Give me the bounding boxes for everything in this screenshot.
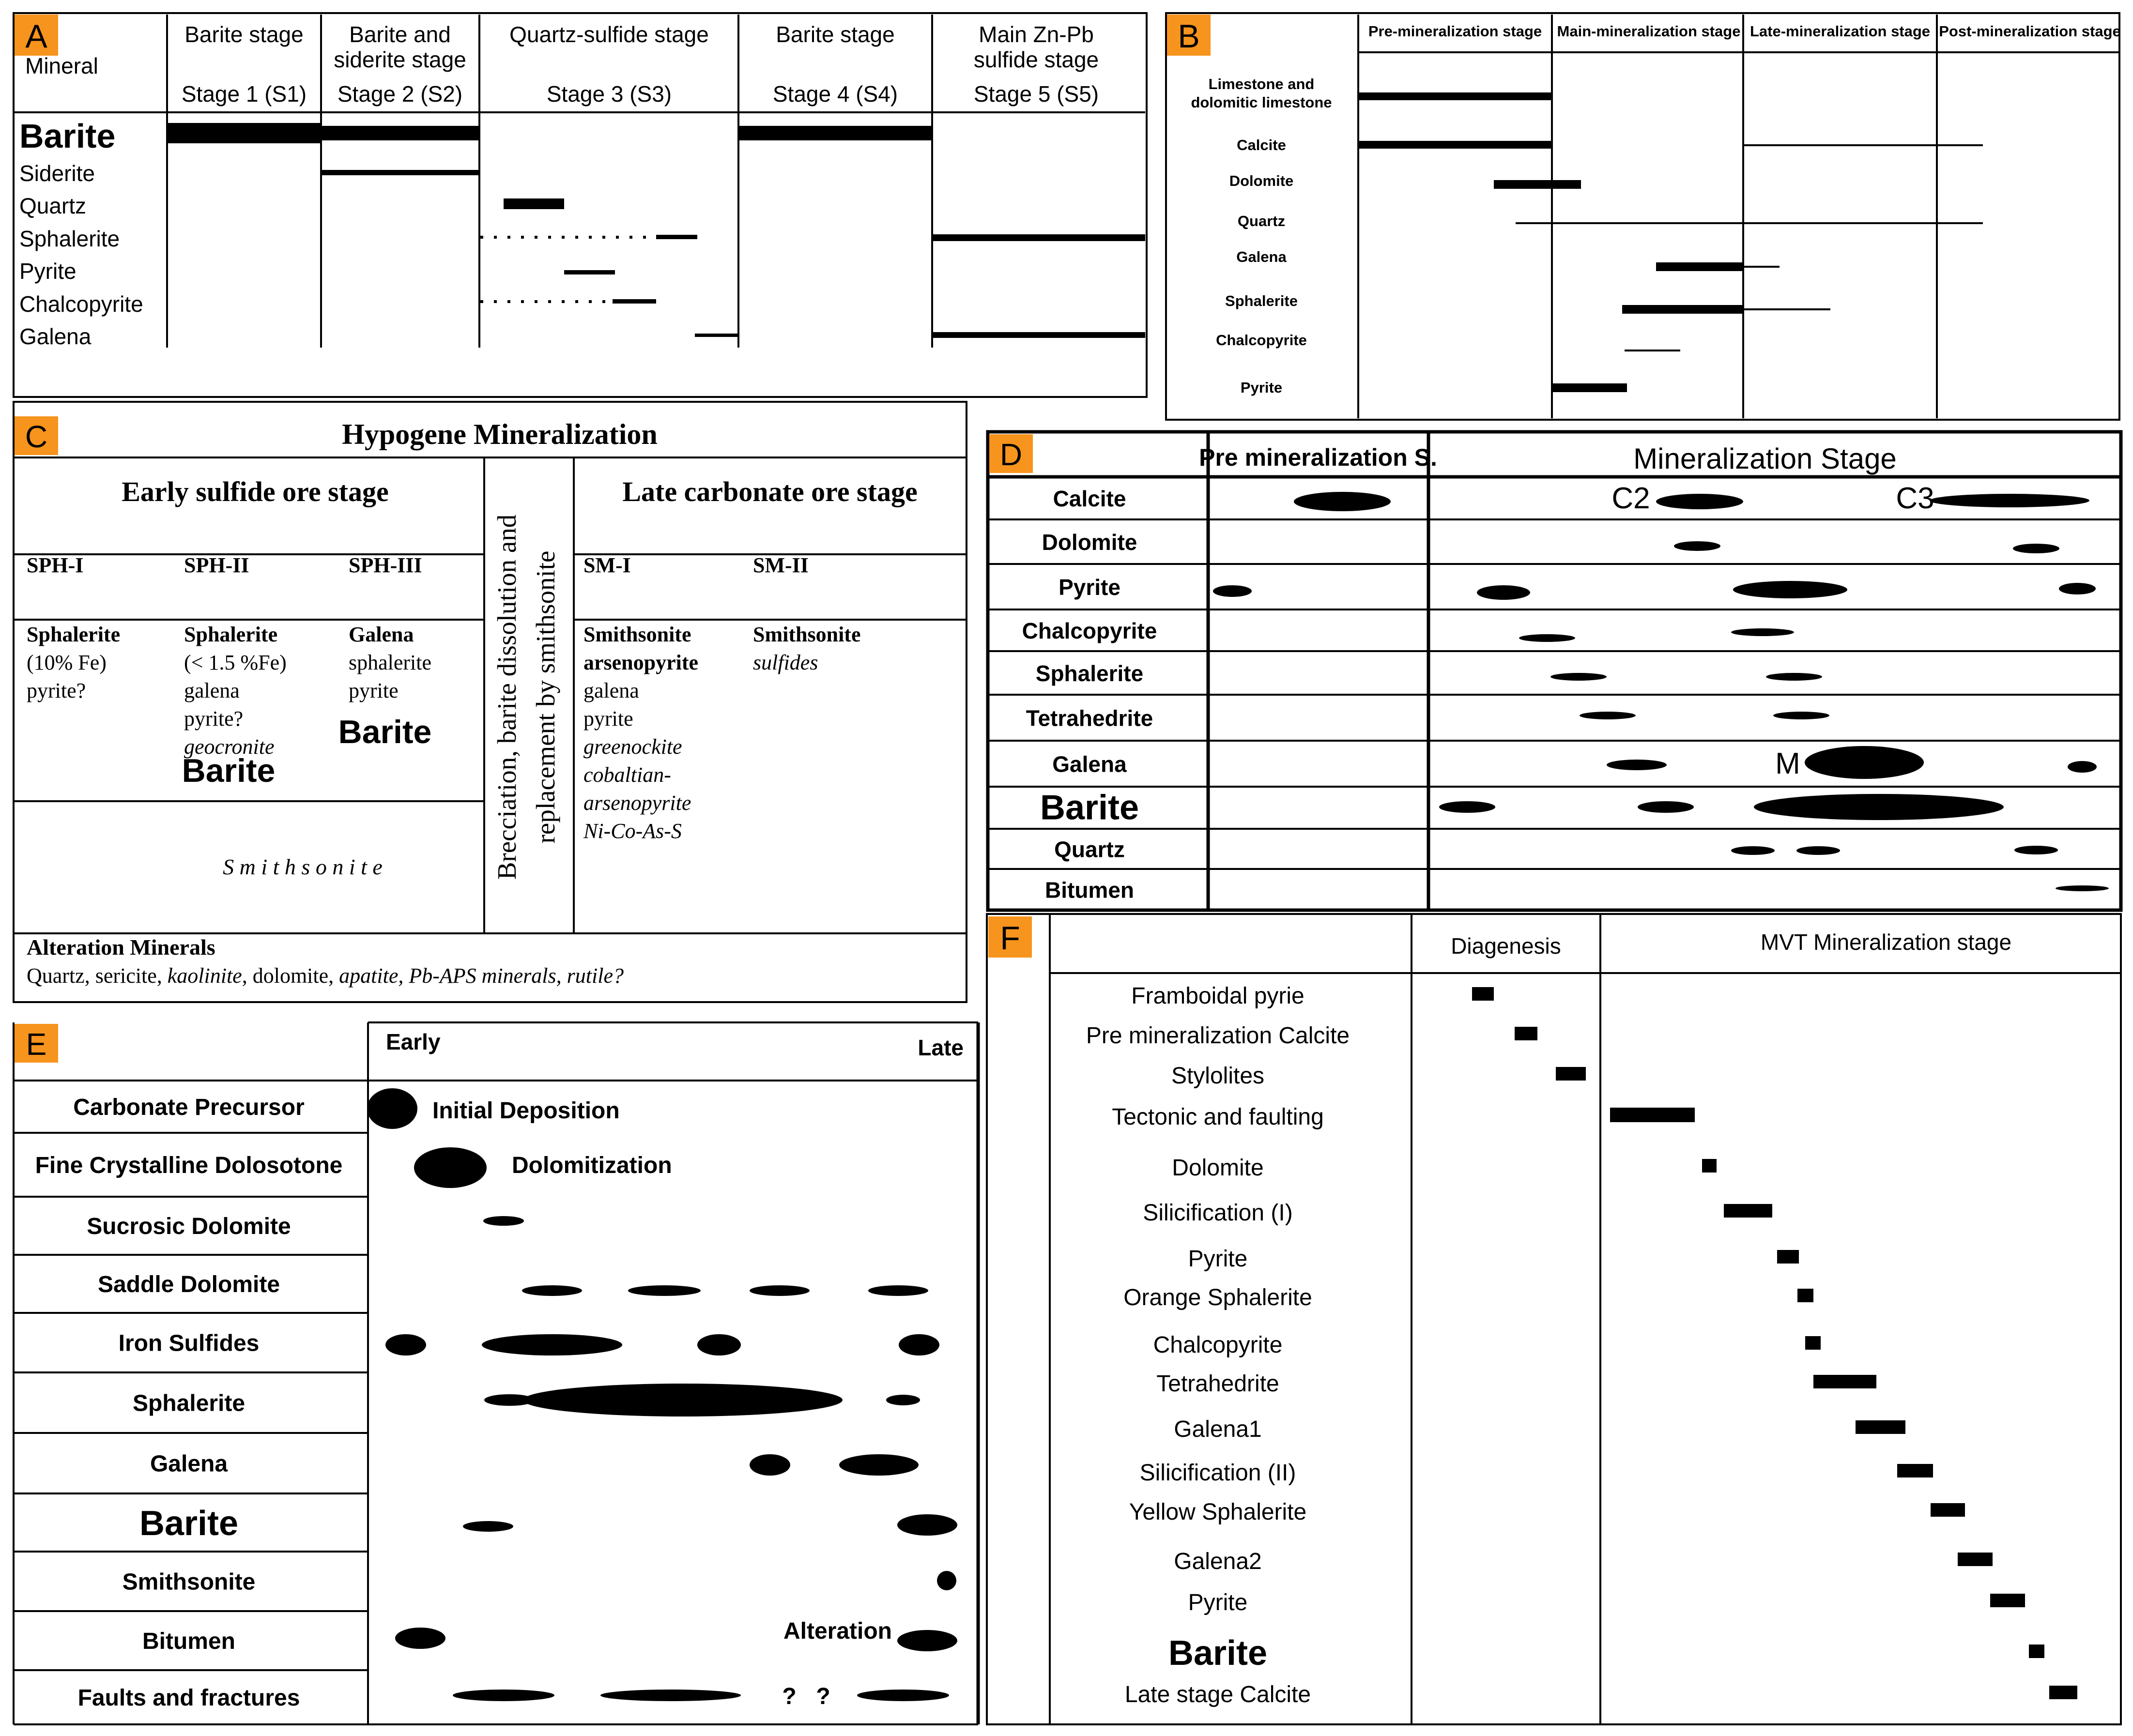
panel-d-range-quartz (1796, 846, 1840, 855)
panel-c-alteration-title: Alteration Minerals (27, 935, 215, 959)
panel-a (14, 13, 1147, 397)
panel-b-frame (1166, 13, 2119, 420)
panel-e-row-label: Galena (150, 1451, 228, 1477)
panel-c-sm1-item: galena (583, 679, 639, 702)
panel-f-bar-galena2 (1958, 1553, 1993, 1566)
panel-c-substage: SM-II (753, 553, 809, 577)
panel-a-bar-galena-s5 (932, 332, 1145, 338)
panel-e-initial-deposition: Initial Deposition (432, 1098, 620, 1124)
panel-e-dolomitization: Dolomitization (512, 1153, 672, 1178)
panel-c-sph3-item: pyrite (349, 679, 399, 702)
panel-f-bar-tetrahedrite (1813, 1375, 1876, 1388)
panel-d-range-pyrite (1733, 581, 1847, 598)
panel-f (987, 914, 2121, 1724)
panel-b-stage-label: Pre-mineralization stage (1368, 23, 1542, 40)
panel-e-letter: E (26, 1027, 47, 1062)
panel-e-row-label: Bitumen (142, 1629, 235, 1654)
panel-e (14, 1022, 978, 1724)
panel-b-bar-calcite-pre (1358, 141, 1552, 149)
panel-a-mineral-label: Siderite (19, 161, 95, 186)
panel-d-range-tetrahedrite (1773, 712, 1829, 719)
panel-f-bar-silicification-i- (1724, 1204, 1772, 1218)
panel-a-letter: A (25, 18, 47, 55)
panel-c-alteration-item: kaolinite (167, 964, 242, 988)
panel-c-sph1-item: pyrite? (27, 679, 86, 702)
panel-c-vertical-text: Brecciation, barite dissolution and (492, 514, 522, 880)
panel-a-stage-number: Stage 3 (S3) (546, 81, 672, 107)
panel-f-diagenesis: Diagenesis (1451, 933, 1561, 959)
panel-d-header-main: Mineralization Stage (1633, 442, 1897, 475)
panel-d-mineral-label: Sphalerite (1035, 661, 1144, 686)
panel-e-row-label: Iron Sulfides (118, 1330, 260, 1356)
panel-a-mineral-label: Chalcopyrite (19, 291, 143, 317)
panel-c-sph3-barite: Barite (338, 714, 432, 750)
panel-d-range-dolomite (1674, 541, 1720, 551)
panel-c-alteration-item: , dolomite, (242, 964, 339, 988)
panel-d-label-c3: C3 (1896, 482, 1934, 515)
panel-a-stage-name: Quartz-sulfide stage (509, 22, 709, 47)
panel-e-range-galena (750, 1454, 790, 1476)
panel-f-row-label: Pyrite (1188, 1590, 1248, 1615)
panel-a-bar-quartz (504, 198, 564, 209)
panel-a-bar-barite-s2 (321, 126, 479, 140)
panel-f-bar-pre-mineralization-calcite (1515, 1027, 1537, 1040)
panel-e-range-bitumen (897, 1630, 957, 1651)
panel-a-stage-name: Barite and (349, 22, 451, 47)
panel-e-range-barite (897, 1514, 957, 1536)
panel-d-range-quartz (2014, 846, 2058, 854)
panel-d-range-chalcopyrite (1519, 634, 1575, 642)
panel-a-bar-barite-s1 (167, 123, 321, 143)
panel-a-stage-number: Stage 4 (S4) (772, 81, 898, 107)
panel-f-row-label: Barite (1168, 1634, 1268, 1673)
panel-a-mineral-label: Galena (19, 324, 92, 349)
panel-f-row-label: Galena2 (1174, 1549, 1262, 1574)
panel-c-sph2-item: Sphalerite (184, 623, 278, 646)
panel-d-range-pyrite (1477, 585, 1530, 600)
panel-d-range-calcite (1656, 494, 1743, 509)
panel-c-substage: SPH-II (184, 553, 249, 577)
panel-c-sph2-item: geocronite (184, 735, 275, 759)
panel-d-range-bitumen (2056, 885, 2109, 891)
panel-b-mineral-label: Calcite (1237, 137, 1286, 153)
panel-d-label-c2: C2 (1611, 482, 1650, 515)
panel-a-stage-name: sulfide stage (973, 47, 1099, 72)
panel-f-bar-late-stage-calcite (2049, 1686, 2077, 1699)
panel-a-stage-name: Main Zn-Pb (979, 22, 1094, 47)
panel-d-mineral-label: Bitumen (1045, 877, 1134, 903)
panel-f-row-label: Yellow Sphalerite (1129, 1499, 1307, 1525)
panel-b-mineral-label: Chalcopyrite (1216, 332, 1307, 349)
panel-b-stage-label: Main-mineralization stage (1557, 23, 1741, 40)
panel-e-range-saddle-dolomite (628, 1285, 701, 1296)
panel-c-alteration-item: Quartz, sericite, (27, 964, 168, 988)
panel-f-row-label: Tectonic and faulting (1112, 1104, 1324, 1130)
panel-d-range-pyrite (1213, 585, 1252, 597)
panel-a-bar-sphalerite-s5 (932, 234, 1145, 241)
panel-c-sm1-item: pyrite (583, 707, 633, 731)
panel-f-mvt: MVT Mineralization stage (1760, 929, 2012, 955)
panel-b-stage-label: Post-mineralization stage (1939, 23, 2121, 40)
panel-d-mineral-label: Pyrite (1059, 575, 1120, 600)
panel-d-range-galena (1805, 746, 1924, 779)
panel-a-bar-galena-s3 (695, 334, 738, 337)
panel-a-bar-siderite (321, 170, 479, 175)
panel-e-question-mark: ? (782, 1684, 797, 1709)
panel-e-early: Early (386, 1029, 441, 1054)
panel-f-row-label: Dolomite (1172, 1155, 1264, 1181)
panel-e-range-iron-sulfides (899, 1334, 939, 1355)
panel-f-row-label: Pre mineralization Calcite (1086, 1023, 1350, 1049)
panel-b-mineral-label: Galena (1236, 248, 1287, 265)
panel-e-range-iron-sulfides (385, 1334, 426, 1355)
panel-a-stage-name: Barite stage (776, 22, 895, 47)
panel-c-letter: C (25, 419, 48, 454)
panel-e-range-smithsonite (937, 1571, 956, 1590)
panel-d-range-calcite (1930, 494, 2089, 507)
panel-c-late-stage: Late carbonate ore stage (622, 476, 918, 507)
panel-b-mineral-label: Quartz (1237, 213, 1286, 229)
panel-c-sph2-barite: Barite (182, 752, 276, 789)
panel-d-range-pyrite (2059, 583, 2096, 594)
panel-f-row-label: Orange Sphalerite (1123, 1285, 1312, 1310)
panel-d-range-quartz (1731, 846, 1775, 855)
panel-c-substage: SM-I (583, 553, 631, 577)
panel-d-range-barite (1439, 801, 1495, 813)
panel-b-mineral-label: dolomitic limestone (1191, 94, 1332, 111)
panel-f-bar-silicification-ii- (1897, 1464, 1933, 1477)
panel-e-row-label: Carbonate Precursor (73, 1095, 305, 1120)
panel-e-row-label: Sphalerite (132, 1390, 246, 1416)
panel-f-bar-dolomite (1702, 1159, 1717, 1173)
panel-d-mineral-label: Dolomite (1042, 530, 1137, 555)
panel-f-row-label: Stylolites (1171, 1063, 1265, 1089)
panel-d-mineral-label: Galena (1052, 751, 1127, 777)
panel-e-row-label: Faults and fractures (77, 1685, 300, 1711)
panel-c-substage: SPH-I (27, 553, 84, 577)
panel-b-stage-label: Late-mineralization stage (1749, 23, 1931, 40)
panel-e-row-label: Sucrosic Dolomite (87, 1214, 291, 1239)
panel-f-bar-pyrite (1990, 1594, 2025, 1607)
panel-c-early-stage: Early sulfide ore stage (122, 476, 389, 507)
panel-c-sm2-item: sulfides (753, 651, 818, 674)
panel-a-stage-number: Stage 1 (S1) (181, 81, 307, 107)
panel-e-row-label: Fine Crystalline Dolosotone (35, 1153, 343, 1178)
panel-a-mineral-label: Barite (19, 117, 116, 155)
panel-e-row-label: Smithsonite (122, 1569, 256, 1595)
panel-f-row-label: Late stage Calcite (1124, 1682, 1311, 1707)
panel-c-title: Hypogene Mineralization (342, 418, 658, 450)
panel-c-sph3-item: Galena (349, 623, 414, 646)
panel-c-sph2-item: galena (184, 679, 240, 702)
panel-a-stage-number: Stage 2 (S2) (337, 81, 463, 107)
panel-e-range-sphalerite (523, 1384, 843, 1416)
panel-f-bar-tectonic-and-faulting (1610, 1108, 1695, 1122)
panel-d-mineral-label: Calcite (1053, 486, 1126, 511)
panel-c-sph2-item: (< 1.5 %Fe) (184, 651, 287, 674)
panel-c-smithsonite-band: S m i t h s o n i t e (223, 854, 383, 879)
panel-a-mineral-header: Mineral (25, 53, 98, 78)
panel-f-row-label: Silicification (I) (1143, 1200, 1293, 1226)
panel-f-bar-yellow-sphalerite (1931, 1503, 1965, 1517)
panel-e-range-saddle-dolomite (868, 1285, 928, 1296)
panel-f-bar-chalcopyrite (1805, 1336, 1821, 1350)
panel-a-stage-name: siderite stage (334, 47, 466, 72)
panel-c-sm1-item: Ni-Co-As-S (583, 819, 682, 843)
panel-b-bar-dolomite (1494, 180, 1581, 189)
panel-b-bar-pyrite (1552, 383, 1627, 392)
panel-e-row-label: Barite (139, 1504, 239, 1543)
panel-e-range-saddle-dolomite (522, 1285, 582, 1296)
panel-a-stage-name: Barite stage (184, 22, 304, 47)
panel-b (1166, 13, 2121, 420)
panel-d-range-galena (1607, 760, 1667, 770)
panel-c-sm1-item: Smithsonite (583, 623, 691, 646)
panel-e-range-iron-sulfides (697, 1334, 741, 1355)
panel-f-bar-pyrite (1777, 1250, 1799, 1264)
panel-f-row-label: Framboidal pyrie (1131, 983, 1304, 1009)
panel-e-range-bitumen (395, 1628, 445, 1649)
panel-e-late: Late (918, 1035, 964, 1060)
panel-f-row-label: Silicification (II) (1139, 1460, 1296, 1486)
panel-c-sph3-item: sphalerite (349, 651, 432, 674)
panel-a-mineral-label: Pyrite (19, 259, 77, 284)
panel-a-mineral-label: Quartz (19, 193, 87, 218)
panel-c-alteration-list (27, 964, 624, 988)
panel-e-range-fine-crystalline-dolosotone (414, 1147, 487, 1188)
panel-d-range-dolomite (2013, 544, 2059, 553)
panel-a-bar-pyrite (564, 270, 615, 274)
panel-e-range-carbonate-precursor (367, 1088, 417, 1129)
panel-c-sm1-item: arsenopyrite (583, 791, 691, 815)
panel-c-sph2-item: pyrite? (184, 707, 244, 731)
panel-d-letter: D (999, 437, 1023, 472)
panel-c (14, 402, 967, 1002)
panel-f-bar-orange-sphalerite (1797, 1289, 1813, 1302)
panel-b-letter: B (1178, 18, 1200, 55)
panel-e-range-galena (839, 1454, 919, 1476)
panel-d-range-barite (1638, 801, 1694, 813)
panel-d-mineral-label: Quartz (1054, 837, 1125, 862)
panel-f-bar-framboidal-pyrie (1472, 987, 1494, 1001)
panel-c-sm2-item: Smithsonite (753, 623, 861, 646)
panel-c-sm1-item: arsenopyrite (583, 651, 699, 674)
panel-f-row-label: Galena1 (1174, 1416, 1262, 1442)
panel-e-alteration: Alteration (783, 1618, 892, 1644)
panel-b-mineral-label: Sphalerite (1225, 292, 1298, 309)
panel-e-range-faults-and-fractures (600, 1690, 741, 1701)
panel-f-bar-galena1 (1856, 1420, 1905, 1434)
panel-d-header-pre: Pre mineralization S. (1199, 444, 1437, 471)
panel-d-mineral-label: Chalcopyrite (1022, 618, 1157, 643)
panel-f-bar-barite (2029, 1645, 2044, 1658)
panel-d-label-m: M (1775, 747, 1800, 780)
panel-a-stage-number: Stage 5 (S5) (973, 81, 1099, 107)
panel-b-bar-limestone (1358, 92, 1552, 100)
panel-e-range-sucrosic-dolomite (483, 1216, 524, 1226)
panel-b-mineral-label: Pyrite (1240, 379, 1283, 396)
panel-e-row-label: Saddle Dolomite (97, 1272, 280, 1297)
panel-c-vertical-text: replacement by smithsonite (531, 550, 560, 844)
panel-e-range-saddle-dolomite (750, 1285, 810, 1296)
panel-d-range-calcite (1294, 492, 1391, 511)
panel-e-range-faults-and-fractures (857, 1690, 949, 1701)
panel-d-mineral-label: Tetrahedrite (1026, 705, 1153, 731)
panel-b-bar-galena (1656, 262, 1743, 271)
panel-e-question-mark: ? (816, 1684, 830, 1709)
panel-d-range-chalcopyrite (1731, 628, 1794, 636)
panel-c-alteration-item: apatite, Pb-APS minerals, rutile? (339, 964, 624, 988)
panel-e-range-iron-sulfides (482, 1334, 622, 1355)
panel-a-bar-barite-s4 (738, 126, 932, 140)
panel-d-mineral-label: Barite (1040, 788, 1139, 827)
panel-f-bar-stylolites (1556, 1067, 1586, 1081)
panel-b-mineral-label: Dolomite (1229, 172, 1294, 189)
panel-d-range-sphalerite (1766, 673, 1822, 681)
panel-b-bar-sphalerite (1622, 305, 1743, 314)
panel-f-row-label: Tetrahedrite (1156, 1371, 1279, 1397)
panel-d-range-sphalerite (1550, 673, 1607, 681)
panel-a-bar-sphalerite-s3 (656, 235, 697, 239)
panel-f-row-label: Pyrite (1188, 1246, 1248, 1272)
panel-e-range-barite (463, 1521, 513, 1532)
panel-d-range-barite (1754, 794, 2004, 820)
panel-d (988, 432, 2121, 910)
panel-b-mineral-label: Limestone and (1208, 76, 1315, 92)
panel-f-letter: F (1000, 920, 1020, 957)
panel-d-range-galena (2068, 761, 2097, 773)
panel-a-mineral-label: Sphalerite (19, 226, 120, 251)
panel-c-sph1-item: Sphalerite (27, 623, 121, 646)
panel-c-sm1-item: cobaltian- (583, 763, 671, 787)
panel-d-range-tetrahedrite (1580, 712, 1636, 719)
panel-c-substage: SPH-III (349, 553, 422, 577)
panel-f-row-label: Chalcopyrite (1153, 1332, 1283, 1358)
panel-e-range-faults-and-fractures (453, 1690, 554, 1701)
panel-e-range-sphalerite (886, 1395, 920, 1405)
panel-a-bar-chalcopyrite (613, 299, 656, 304)
panel-c-sm1-item: greenockite (583, 735, 682, 759)
panel-c-sph1-item: (10% Fe) (27, 651, 107, 674)
